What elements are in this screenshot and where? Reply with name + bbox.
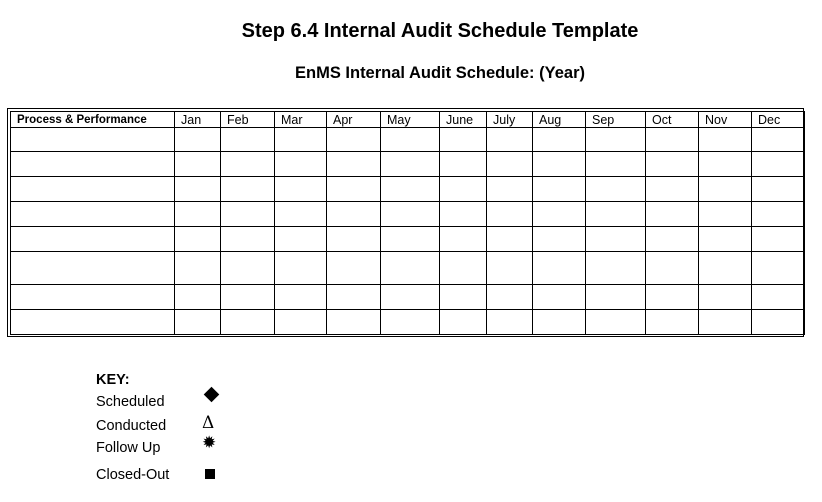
month-cell[interactable] — [327, 202, 381, 227]
month-cell[interactable] — [533, 227, 586, 252]
process-cell[interactable] — [11, 285, 175, 310]
month-cell[interactable] — [646, 252, 699, 285]
month-cell[interactable] — [221, 227, 275, 252]
month-cell[interactable] — [221, 310, 275, 335]
process-cell[interactable] — [11, 227, 175, 252]
month-cell[interactable] — [752, 128, 805, 152]
month-cell[interactable] — [487, 202, 533, 227]
month-cell[interactable] — [175, 152, 221, 177]
process-cell[interactable] — [11, 310, 175, 335]
square-icon — [205, 469, 215, 479]
table-row — [11, 252, 805, 285]
table-row — [11, 128, 805, 152]
month-cell[interactable] — [487, 252, 533, 285]
month-header-jan: Jan — [175, 112, 221, 128]
month-cell[interactable] — [752, 177, 805, 202]
month-cell[interactable] — [699, 177, 752, 202]
month-cell[interactable] — [646, 177, 699, 202]
month-cell[interactable] — [327, 227, 381, 252]
month-cell[interactable] — [699, 227, 752, 252]
month-cell[interactable] — [327, 310, 381, 335]
audit-schedule-table-frame — [7, 108, 804, 337]
month-cell[interactable] — [381, 310, 440, 335]
diamond-icon — [204, 387, 220, 403]
month-cell[interactable] — [221, 128, 275, 152]
process-cell[interactable] — [11, 252, 175, 285]
month-cell[interactable] — [221, 285, 275, 310]
month-cell[interactable] — [175, 177, 221, 202]
process-cell[interactable] — [11, 177, 175, 202]
month-header-june: June — [440, 112, 487, 128]
table-row — [11, 285, 805, 310]
key-label: Closed-Out — [96, 467, 170, 483]
month-cell[interactable] — [586, 177, 646, 202]
month-cell[interactable] — [646, 227, 699, 252]
month-cell[interactable] — [586, 285, 646, 310]
month-cell[interactable] — [175, 202, 221, 227]
month-cell[interactable] — [533, 310, 586, 335]
month-cell[interactable] — [381, 202, 440, 227]
month-cell[interactable] — [487, 227, 533, 252]
key-label: Scheduled — [96, 394, 165, 410]
month-cell[interactable] — [533, 285, 586, 310]
month-cell[interactable] — [533, 202, 586, 227]
month-header-nov: Nov — [699, 112, 752, 128]
month-header-mar: Mar — [275, 112, 327, 128]
page-title: Step 6.4 Internal Audit Schedule Template — [241, 20, 639, 42]
month-cell[interactable] — [586, 227, 646, 252]
month-cell[interactable] — [275, 285, 327, 310]
table-header-row — [11, 112, 805, 128]
month-cell[interactable] — [752, 285, 805, 310]
month-cell[interactable] — [487, 285, 533, 310]
month-cell[interactable] — [175, 252, 221, 285]
month-cell[interactable] — [533, 252, 586, 285]
table-row — [11, 202, 805, 227]
month-cell[interactable] — [440, 227, 487, 252]
month-cell[interactable] — [381, 285, 440, 310]
process-cell[interactable] — [11, 128, 175, 152]
month-cell[interactable] — [440, 128, 487, 152]
month-cell[interactable] — [221, 252, 275, 285]
month-cell[interactable] — [533, 177, 586, 202]
table-row — [11, 227, 805, 252]
table-row — [11, 177, 805, 202]
month-cell[interactable] — [440, 252, 487, 285]
month-cell[interactable] — [487, 152, 533, 177]
month-cell[interactable] — [586, 152, 646, 177]
month-header-july: July — [487, 112, 533, 128]
month-cell[interactable] — [440, 177, 487, 202]
month-cell[interactable] — [699, 202, 752, 227]
month-cell[interactable] — [175, 285, 221, 310]
month-cell[interactable] — [586, 128, 646, 152]
month-cell[interactable] — [646, 310, 699, 335]
month-cell[interactable] — [646, 285, 699, 310]
month-cell[interactable] — [381, 152, 440, 177]
month-cell[interactable] — [699, 310, 752, 335]
key-label: Follow Up — [96, 440, 161, 456]
month-cell[interactable] — [646, 202, 699, 227]
month-cell[interactable] — [586, 252, 646, 285]
month-cell[interactable] — [699, 252, 752, 285]
month-cell[interactable] — [699, 128, 752, 152]
month-cell[interactable] — [381, 177, 440, 202]
month-cell[interactable] — [487, 177, 533, 202]
process-cell[interactable] — [11, 152, 175, 177]
month-cell[interactable] — [752, 152, 805, 177]
month-cell[interactable] — [275, 310, 327, 335]
month-cell[interactable] — [221, 202, 275, 227]
key-title: KEY: — [96, 372, 130, 388]
month-cell[interactable] — [752, 252, 805, 285]
month-cell[interactable] — [381, 227, 440, 252]
month-header-dec: Dec — [752, 112, 805, 128]
month-cell[interactable] — [440, 152, 487, 177]
month-cell[interactable] — [327, 285, 381, 310]
table-row — [11, 310, 805, 335]
month-cell[interactable] — [646, 152, 699, 177]
month-cell[interactable] — [487, 310, 533, 335]
month-header-apr: Apr — [327, 112, 381, 128]
month-cell[interactable] — [440, 285, 487, 310]
month-cell[interactable] — [175, 128, 221, 152]
month-cell[interactable] — [327, 152, 381, 177]
month-cell[interactable] — [586, 310, 646, 335]
schedule-subtitle: EnMS Internal Audit Schedule: (Year) — [294, 64, 585, 82]
table-body — [11, 128, 805, 335]
month-cell[interactable] — [327, 177, 381, 202]
month-cell[interactable] — [699, 285, 752, 310]
month-cell[interactable] — [275, 177, 327, 202]
month-cell[interactable] — [533, 128, 586, 152]
month-cell[interactable] — [221, 177, 275, 202]
process-performance-header: Process & Performance — [11, 112, 175, 128]
burst-icon: ✹ — [202, 433, 217, 453]
month-header-aug: Aug — [533, 112, 586, 128]
table-row — [11, 152, 805, 177]
month-cell[interactable] — [221, 152, 275, 177]
delta-icon: Δ — [202, 413, 215, 433]
month-cell[interactable] — [327, 252, 381, 285]
month-cell[interactable] — [327, 128, 381, 152]
process-cell[interactable] — [11, 202, 175, 227]
month-cell[interactable] — [275, 252, 327, 285]
month-cell[interactable] — [752, 202, 805, 227]
month-cell[interactable] — [699, 152, 752, 177]
month-cell[interactable] — [275, 152, 327, 177]
month-header-sep: Sep — [586, 112, 646, 128]
month-cell[interactable] — [752, 310, 805, 335]
month-cell[interactable] — [586, 202, 646, 227]
month-header-oct: Oct — [646, 112, 699, 128]
month-cell[interactable] — [752, 227, 805, 252]
month-cell[interactable] — [275, 227, 327, 252]
month-cell[interactable] — [646, 128, 699, 152]
month-cell[interactable] — [533, 152, 586, 177]
month-cell[interactable] — [381, 128, 440, 152]
month-cell[interactable] — [381, 252, 440, 285]
month-cell[interactable] — [175, 227, 221, 252]
month-header-feb: Feb — [221, 112, 275, 128]
month-cell[interactable] — [440, 202, 487, 227]
month-header-may: May — [381, 112, 440, 128]
month-cell[interactable] — [175, 310, 221, 335]
month-cell[interactable] — [275, 128, 327, 152]
month-cell[interactable] — [275, 202, 327, 227]
key-label: Conducted — [96, 418, 167, 434]
audit-schedule-table — [10, 111, 805, 335]
month-cell[interactable] — [487, 128, 533, 152]
month-cell[interactable] — [440, 310, 487, 335]
